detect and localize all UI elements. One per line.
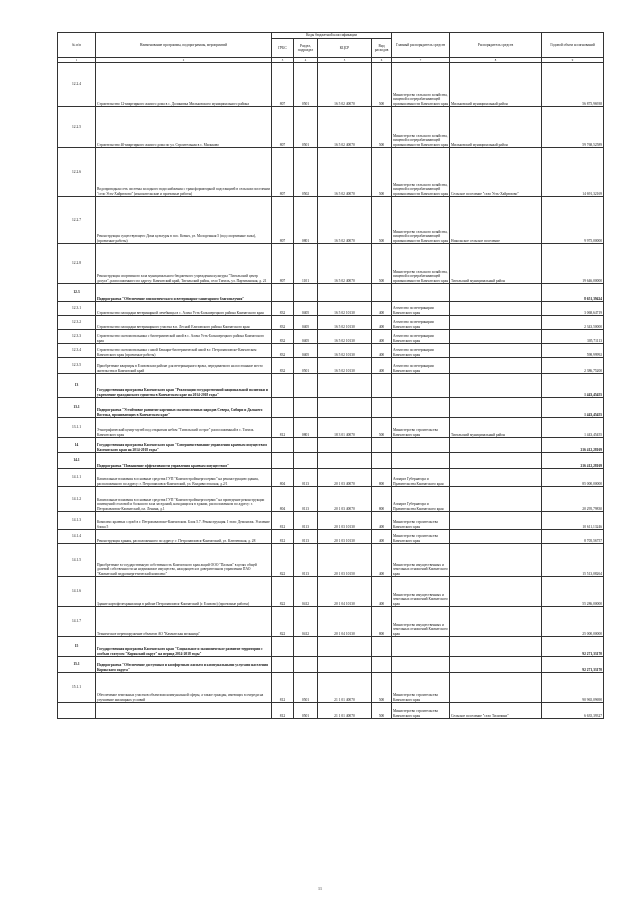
cell-num: 14.1.3 (58, 512, 96, 530)
budget-table-sheet (57, 32, 603, 719)
cell-admin: Министерство сельского хозяйства, пищевой и перерабатывающей промышленности Камчатского края (392, 148, 450, 197)
cell-num: 15.1.1 (58, 673, 96, 703)
table-row (58, 673, 604, 703)
cell-grbs: 807 (272, 63, 294, 107)
cell-volume: 10 611,13246 (542, 512, 604, 530)
cell-admin: Министерство имущественных и земельных отношений Камчатского края (392, 544, 450, 577)
cell-razdel (294, 438, 318, 453)
cell-razdel: 0501 (294, 703, 318, 719)
cell-num: 12.3.2 (58, 316, 96, 330)
cell-kcsr (318, 637, 372, 657)
cell-vid (372, 657, 392, 673)
table-row (58, 577, 604, 607)
cell-num: 13.1.1 (58, 418, 96, 438)
cell-razdel (294, 453, 318, 469)
cell-grbs: 804 (272, 469, 294, 487)
cell-vid (372, 398, 392, 418)
cell-admin: Агентство по ветеринарии Камчатского края (392, 330, 450, 344)
cell-admin: Агентство по ветеринарии Камчатского края (392, 344, 450, 358)
cell-grbs (272, 453, 294, 469)
cell-vid: 500 (372, 63, 392, 107)
cell-razdel: 0405 (294, 302, 318, 316)
cell-admin (392, 438, 450, 453)
cell-num: 12.2.4 (58, 63, 96, 107)
cell-grbs: 832 (272, 316, 294, 330)
cell-razdel: 0113 (294, 469, 318, 487)
cell-admin: Министерство строительства Камчатского края (392, 418, 450, 438)
cell-razdel: 0501 (294, 673, 318, 703)
cell-admin (392, 657, 450, 673)
cell-kcsr: 16 5 02 10130 (318, 302, 372, 316)
cell-admin: Аппарат Губернатора и Правительства Камчатского края (392, 487, 450, 512)
cell-num (58, 703, 96, 719)
cell-recipient (450, 673, 542, 703)
cell-num: 12.3.1 (58, 302, 96, 316)
col-num-header: № п/п (58, 33, 96, 58)
cell-vid: 400 (372, 512, 392, 530)
cell-recipient (450, 398, 542, 418)
table-row (58, 398, 604, 418)
table-row (58, 418, 604, 438)
cell-name: Комплекс краевых служб в г. Петропавловске-Камчатском. Блок 5.7. Реконструкция. I этап: Демонтаж. Усиление блока 5 (96, 512, 272, 530)
cell-vid: 500 (372, 107, 392, 148)
cell-num: 14.1.1 (58, 469, 96, 487)
cell-grbs: 812 (272, 673, 294, 703)
cell-recipient (450, 302, 542, 316)
col-admin-header: Главный распорядитель средств (392, 33, 450, 58)
cell-recipient (450, 284, 542, 302)
cell-recipient: Тигильский муниципальный район (450, 418, 542, 438)
cell-recipient (450, 657, 542, 673)
cell-name: Строительство 40-квартирного жилого дома по ул. Строительная в с. Мильково (96, 107, 272, 148)
cell-admin: Министерство сельского хозяйства, пищевой и перерабатывающей промышленности Камчатского края (392, 244, 450, 284)
table-row (58, 244, 604, 284)
cell-razdel: 0405 (294, 344, 318, 358)
cell-volume: 90 965,09690 (542, 673, 604, 703)
cell-name: Этнографический центр-музей под открытым небом "Тигильский острог" расположенный в с. Тигиль Камчатского края (96, 418, 272, 438)
cell-grbs: 804 (272, 487, 294, 512)
cell-volume: 55 286,00000 (542, 577, 604, 607)
cell-kcsr: 16 5 02 10130 (318, 330, 372, 344)
cell-recipient: Никольское сельское поселение (450, 197, 542, 244)
cell-volume: 1 443,45455 (542, 398, 604, 418)
cell-recipient: Сельское поселение "село Усть-Хайрюзово" (450, 148, 542, 197)
cell-admin (392, 374, 450, 398)
cell-name: Водопроводная сеть системы холодного водоснабжения с трансформаторной подстанцией в сельском поселении "село Усть-Хайрюзово" (изыскательские и проектные работы) (96, 148, 272, 197)
cell-grbs: 832 (272, 344, 294, 358)
cell-grbs (272, 284, 294, 302)
col-volume-header: Годовой объем ассигнований (542, 33, 604, 58)
cell-grbs: 812 (272, 530, 294, 544)
table-row (58, 607, 604, 637)
cell-razdel (294, 657, 318, 673)
cell-grbs: 807 (272, 148, 294, 197)
table-row (58, 316, 604, 330)
cell-kcsr: 16 5 02 10130 (318, 316, 372, 330)
cell-vid: 500 (372, 244, 392, 284)
cell-admin: Аппарат Губернатора и Правительства Камчатского края (392, 469, 450, 487)
cell-num: 14.1.5 (58, 544, 96, 577)
cell-num: 14.1.4 (58, 530, 96, 544)
table-row (58, 330, 604, 344)
cell-num: 12.3 (58, 284, 96, 302)
cell-recipient (450, 358, 542, 374)
cell-kcsr: 20 1 03 40070 (318, 487, 372, 512)
column-index: 7 (392, 58, 450, 63)
cell-grbs: 822 (272, 544, 294, 577)
cell-vid: 400 (372, 544, 392, 577)
cell-razdel: 0113 (294, 512, 318, 530)
cell-vid: 500 (372, 673, 392, 703)
cell-admin: Министерство сельского хозяйства, пищевой и перерабатывающей промышленности Камчатского края (392, 63, 450, 107)
cell-kcsr: 20 1 04 10130 (318, 607, 372, 637)
cell-razdel: 0405 (294, 330, 318, 344)
cell-num: 15.1 (58, 657, 96, 673)
column-index: 5 (318, 58, 372, 63)
col-name-header: Наименование программы, подпрограммы, мероприятий (96, 33, 272, 58)
cell-name: Обеспечение земельных участков объектами коммунальной сферы, а также граждан, имеющих в очереди на улучшение жилищных условий (96, 673, 272, 703)
cell-recipient: Тигильский муниципальный район (450, 244, 542, 284)
col-razdel-header: Раздел, подраздел (294, 39, 318, 58)
cell-vid (372, 284, 392, 302)
cell-grbs: 812 (272, 512, 294, 530)
cell-recipient: Мильковский муниципальный район (450, 63, 542, 107)
cell-kcsr: 16 5 02 40070 (318, 244, 372, 284)
cell-kcsr (318, 398, 372, 418)
cell-num: 12.2.7 (58, 197, 96, 244)
cell-kcsr: 20 1 03 10150 (318, 544, 372, 577)
cell-name: Строительство скотомогильника с ямой Беккари-биотермической ямой в г. Петропавловске-Камчатском Камчатского края (проектные работы) (96, 344, 272, 358)
table-row (58, 148, 604, 197)
cell-num: 12.2.6 (58, 148, 96, 197)
cell-razdel: 0501 (294, 107, 318, 148)
col-kcsr-header: КЦСР (318, 39, 372, 58)
cell-admin (392, 398, 450, 418)
cell-vid: 400 (372, 577, 392, 607)
column-index: 6 (372, 58, 392, 63)
cell-name: Приобретение в государственную собственность Камчатского края акций ООО "Пальма" в целях общей долевой собственности на недвижимое имущество, находящееся в доверительном управлении ПАО "Камчатский гидроэнергетический комплекс" (96, 544, 272, 577)
cell-admin: Министерство сельского хозяйства, пищевой и перерабатывающей промышленности Камчатского края (392, 197, 450, 244)
cell-volume: 9 975,00000 (542, 197, 604, 244)
cell-kcsr: 16 5 02 40070 (318, 148, 372, 197)
cell-grbs: 807 (272, 107, 294, 148)
cell-grbs (272, 657, 294, 673)
cell-razdel: 0801 (294, 418, 318, 438)
cell-recipient (450, 316, 542, 330)
cell-grbs: 832 (272, 330, 294, 344)
cell-admin: Министерство строительства Камчатского края (392, 673, 450, 703)
cell-name: Реконструкция существующего Дома культуры в пос. Ковыч, ул. Молодежная 5 (под спортивные залы), (проектные работы) (96, 197, 272, 244)
cell-vid (372, 453, 392, 469)
cell-name: Реконструкция спортивного зала муниципального бюджетного учреждения культуры "Тигильский центр досуга", расположенного по адресу: Камчатский край, Тигильский район, село Тигиль, ул. Партизанская, д. 21 (96, 244, 272, 284)
cell-volume: 1 443,45455 (542, 418, 604, 438)
col-recipient-header: Распорядитель средств (450, 33, 542, 58)
column-index: 4 (294, 58, 318, 63)
cell-razdel (294, 398, 318, 418)
column-index: 1 (58, 58, 96, 63)
cell-volume: 6 635,39327 (542, 703, 604, 719)
cell-admin: Министерство сельского хозяйства, пищевой и перерабатывающей промышленности Камчатского края (392, 107, 450, 148)
cell-num: 15 (58, 637, 96, 657)
cell-volume: 598,99992 (542, 344, 604, 358)
cell-num: 14.1.6 (58, 577, 96, 607)
cell-vid: 800 (372, 469, 392, 487)
cell-name: Государственная программа Камчатского края "Реализация государственной национальной политики и укрепление гражданского единства в Камчатском крае на 2014-2018 годы" (96, 374, 272, 398)
cell-kcsr (318, 438, 372, 453)
cell-razdel (294, 637, 318, 657)
cell-kcsr: 20 1 03 40070 (318, 469, 372, 487)
column-index: 8 (450, 58, 542, 63)
cell-vid: 400 (372, 316, 392, 330)
cell-name: Подпрограмма "Обеспечение доступным и комфортным жильем и коммунальными услугами населения Корякского округа" (96, 657, 272, 673)
cell-grbs (272, 374, 294, 398)
column-index: 9 (542, 58, 604, 63)
cell-num: 13.1 (58, 398, 96, 418)
cell-recipient (450, 512, 542, 530)
cell-vid: 500 (372, 418, 392, 438)
table-row (58, 284, 604, 302)
cell-recipient (450, 344, 542, 358)
cell-razdel: 0412 (294, 607, 318, 637)
cell-kcsr (318, 284, 372, 302)
table-row (58, 302, 604, 316)
cell-volume: 59 768,52589 (542, 107, 604, 148)
cell-vid: 500 (372, 703, 392, 719)
cell-razdel (294, 284, 318, 302)
cell-grbs: 832 (272, 302, 294, 316)
cell-recipient (450, 487, 542, 512)
cell-num: 12.3.5 (58, 358, 96, 374)
cell-kcsr (318, 657, 372, 673)
cell-razdel: 1101 (294, 244, 318, 284)
cell-name: Здание картофелехранилища в районе Петропавловск-Камчатский (г. Елизово) (проектные работы) (96, 577, 272, 607)
cell-name: Капитальные вложения в основные средства ГУП "Камчатстройэнергосервис" на реконструкцию здания, расположенного по адресу: г. Петропавловск-Камчатский, ул. Владивостокская, д.2/1 (96, 469, 272, 487)
table-row (58, 197, 604, 244)
cell-volume: 92 271,33170 (542, 637, 604, 657)
cell-kcsr: 16 5 02 10130 (318, 344, 372, 358)
cell-recipient (450, 453, 542, 469)
cell-admin: Агентство по ветеринарии Камчатского края (392, 302, 450, 316)
cell-recipient (450, 530, 542, 544)
table-body (58, 63, 604, 719)
cell-admin: Министерство имущественных и земельных отношений Камчатского края (392, 577, 450, 607)
cell-name: Реконструкция здания, расположенного по адресу: г. Петропавловск-Камчатский, ул. Ключевская, д. 28 (96, 530, 272, 544)
cell-grbs (272, 438, 294, 453)
cell-name: Подпрограмма "Обеспечение эпизоотического и ветеринарно-санитарного благополучия" (96, 284, 272, 302)
cell-volume: 15 513,08264 (542, 544, 604, 577)
cell-name: Строительство скотомогильника с биотермической ямой в с. Алача Усть-Большерецкого района Камчатского края (96, 330, 272, 344)
cell-vid: 400 (372, 358, 392, 374)
cell-volume: 8 651,39424 (542, 284, 604, 302)
cell-vid: 800 (372, 487, 392, 512)
cell-grbs (272, 398, 294, 418)
cell-name (96, 703, 272, 719)
cell-vid: 500 (372, 197, 392, 244)
cell-volume: 3 068,64719 (542, 302, 604, 316)
cell-admin (392, 284, 450, 302)
cell-num: 14.1.7 (58, 607, 96, 637)
cell-volume: 19 646,00000 (542, 244, 604, 284)
cell-kcsr: 20 1 04 10130 (318, 577, 372, 607)
column-index: 3 (272, 58, 294, 63)
cell-vid: 400 (372, 530, 392, 544)
cell-name: Капитальные вложения в основные средства ГУП "Камчатстройэнергосервис" на проведение реконструкции помещений столовой и большого зала заседаний, находящихся в здании, расположенном по адресу: г. Петропавловск-Камчатский, пл. Ленина, д.1 (96, 487, 272, 512)
table-row (58, 63, 604, 107)
cell-recipient (450, 577, 542, 607)
cell-admin: Министерство строительства Камчатского края (392, 703, 450, 719)
table-row (58, 438, 604, 453)
cell-name: Государственная программа Камчатского края "Совершенствование управления краевым имуществом Камчатского края на 2014-2018 годы" (96, 438, 272, 453)
cell-vid (372, 438, 392, 453)
cell-admin: Министерство строительства Камчатского края (392, 530, 450, 544)
cell-volume: 56 875,96938 (542, 63, 604, 107)
cell-razdel: 0113 (294, 544, 318, 577)
cell-volume: 20 295,79830 (542, 487, 604, 512)
table-row (58, 107, 604, 148)
cell-volume: 216 412,28169 (542, 438, 604, 453)
cell-razdel: 0113 (294, 530, 318, 544)
cell-kcsr: 16 5 02 40070 (318, 197, 372, 244)
cell-recipient (450, 469, 542, 487)
cell-admin: Агентство по ветеринарии Камчатского края (392, 316, 450, 330)
cell-razdel: 0405 (294, 316, 318, 330)
cell-name: Строительство площадки ветеринарной лечебницы в с. Алача Усть-Большерецкого района Камчатского края (96, 302, 272, 316)
cell-grbs: 812 (272, 703, 294, 719)
cell-vid: 400 (372, 344, 392, 358)
cell-num: 12.2.5 (58, 107, 96, 148)
cell-name: Подпрограмма "Устойчивое развитие коренных малочисленных народов Севера, Сибири и Дальнего Востока, проживающих в Камчатском крае" (96, 398, 272, 418)
cell-name: Строительство площадки ветеринарного участка в п. Лесной Елизовского района Камчатского края (96, 316, 272, 330)
cell-razdel: 0501 (294, 63, 318, 107)
cell-razdel: 0801 (294, 197, 318, 244)
cell-kcsr: 16 5 02 10130 (318, 358, 372, 374)
cell-kcsr: 18 3 01 40070 (318, 418, 372, 438)
cell-name: Подпрограмма "Повышение эффективности управления краевым имуществом" (96, 453, 272, 469)
cell-volume: 305,71113 (542, 330, 604, 344)
cell-razdel: 0113 (294, 487, 318, 512)
cell-kcsr: 20 1 03 10130 (318, 512, 372, 530)
cell-grbs: 822 (272, 577, 294, 607)
cell-vid: 500 (372, 148, 392, 197)
cell-name: Государственная программа Камчатского края "Социальное и экономическое развитие территории с особым статусом "Корякский округ" на период 2014-2018 годы" (96, 637, 272, 657)
cell-grbs (272, 637, 294, 657)
col-grbs-header: ГРБС (272, 39, 294, 58)
cell-recipient: Мильковский муниципальный район (450, 107, 542, 148)
cell-kcsr: 16 5 02 40070 (318, 63, 372, 107)
cell-volume: 216 412,28169 (542, 453, 604, 469)
cell-admin: Министерство строительства Камчатского края (392, 512, 450, 530)
cell-kcsr (318, 453, 372, 469)
budget-table (57, 32, 604, 719)
cell-recipient: Сельское поселение "село Тиличики" (450, 703, 542, 719)
cell-num: 12.3.3 (58, 330, 96, 344)
cell-vid (372, 374, 392, 398)
cell-volume: 8 705,56757 (542, 530, 604, 544)
cell-admin (392, 637, 450, 657)
cell-vid: 400 (372, 302, 392, 316)
cell-razdel: 0412 (294, 577, 318, 607)
cell-razdel (294, 374, 318, 398)
cell-num: 14.1 (58, 453, 96, 469)
table-row (58, 469, 604, 487)
table-row (58, 530, 604, 544)
cell-vid (372, 637, 392, 657)
table-row (58, 637, 604, 657)
cell-num: 13 (58, 374, 96, 398)
cell-grbs: 807 (272, 197, 294, 244)
cell-admin: Агентство по ветеринарии Камчатского края (392, 358, 450, 374)
cell-recipient (450, 607, 542, 637)
cell-volume: 2 386,75200 (542, 358, 604, 374)
cell-name: Приобретение квартиры в Елизовском районе для ветеринарного врача, передаваемого на постоянное место жительства в Камчатский край (96, 358, 272, 374)
table-row (58, 657, 604, 673)
cell-volume: 92 271,33170 (542, 657, 604, 673)
table-row (58, 544, 604, 577)
col-codes-group-header: Коды бюджетной классификации (272, 33, 392, 39)
cell-kcsr: 21 1 01 40070 (318, 673, 372, 703)
cell-kcsr: 16 5 02 40070 (318, 107, 372, 148)
cell-recipient (450, 374, 542, 398)
column-index: 2 (96, 58, 272, 63)
cell-vid: 800 (372, 607, 392, 637)
cell-recipient (450, 330, 542, 344)
page-number: 11 (317, 886, 323, 891)
cell-grbs: 812 (272, 418, 294, 438)
cell-kcsr: 20 1 03 10130 (318, 530, 372, 544)
cell-grbs: 822 (272, 607, 294, 637)
table-row (58, 487, 604, 512)
table-row (58, 703, 604, 719)
cell-grbs: 832 (272, 358, 294, 374)
cell-admin: Министерство имущественных и земельных отношений Камчатского края (392, 607, 450, 637)
cell-volume: 1 443,45455 (542, 374, 604, 398)
table-row (58, 453, 604, 469)
cell-vid: 400 (372, 330, 392, 344)
cell-volume: 14 691,32169 (542, 148, 604, 197)
cell-num: 12.2.8 (58, 244, 96, 284)
cell-razdel: 0502 (294, 148, 318, 197)
cell-volume: 25 000,00000 (542, 607, 604, 637)
table-row (58, 512, 604, 530)
cell-kcsr: 21 1 01 40070 (318, 703, 372, 719)
col-vid-header: Вид расходов (372, 39, 392, 58)
cell-volume: 85 000,00000 (542, 469, 604, 487)
cell-num: 12.3.4 (58, 344, 96, 358)
cell-razdel: 0501 (294, 358, 318, 374)
cell-grbs: 807 (272, 244, 294, 284)
cell-num: 14.1.2 (58, 487, 96, 512)
cell-recipient (450, 544, 542, 577)
cell-name: Техническое перевооружение объектов АО "Камчатская мельница" (96, 607, 272, 637)
table-row (58, 374, 604, 398)
cell-volume: 2 343,50000 (542, 316, 604, 330)
cell-kcsr (318, 374, 372, 398)
table-row (58, 358, 604, 374)
cell-name: Строительство 12-квартирного жилого дома в с. Долиновка Мильковского муниципального района (96, 63, 272, 107)
cell-admin (392, 453, 450, 469)
cell-recipient (450, 637, 542, 657)
table-row (58, 344, 604, 358)
cell-recipient (450, 438, 542, 453)
cell-num: 14 (58, 438, 96, 453)
